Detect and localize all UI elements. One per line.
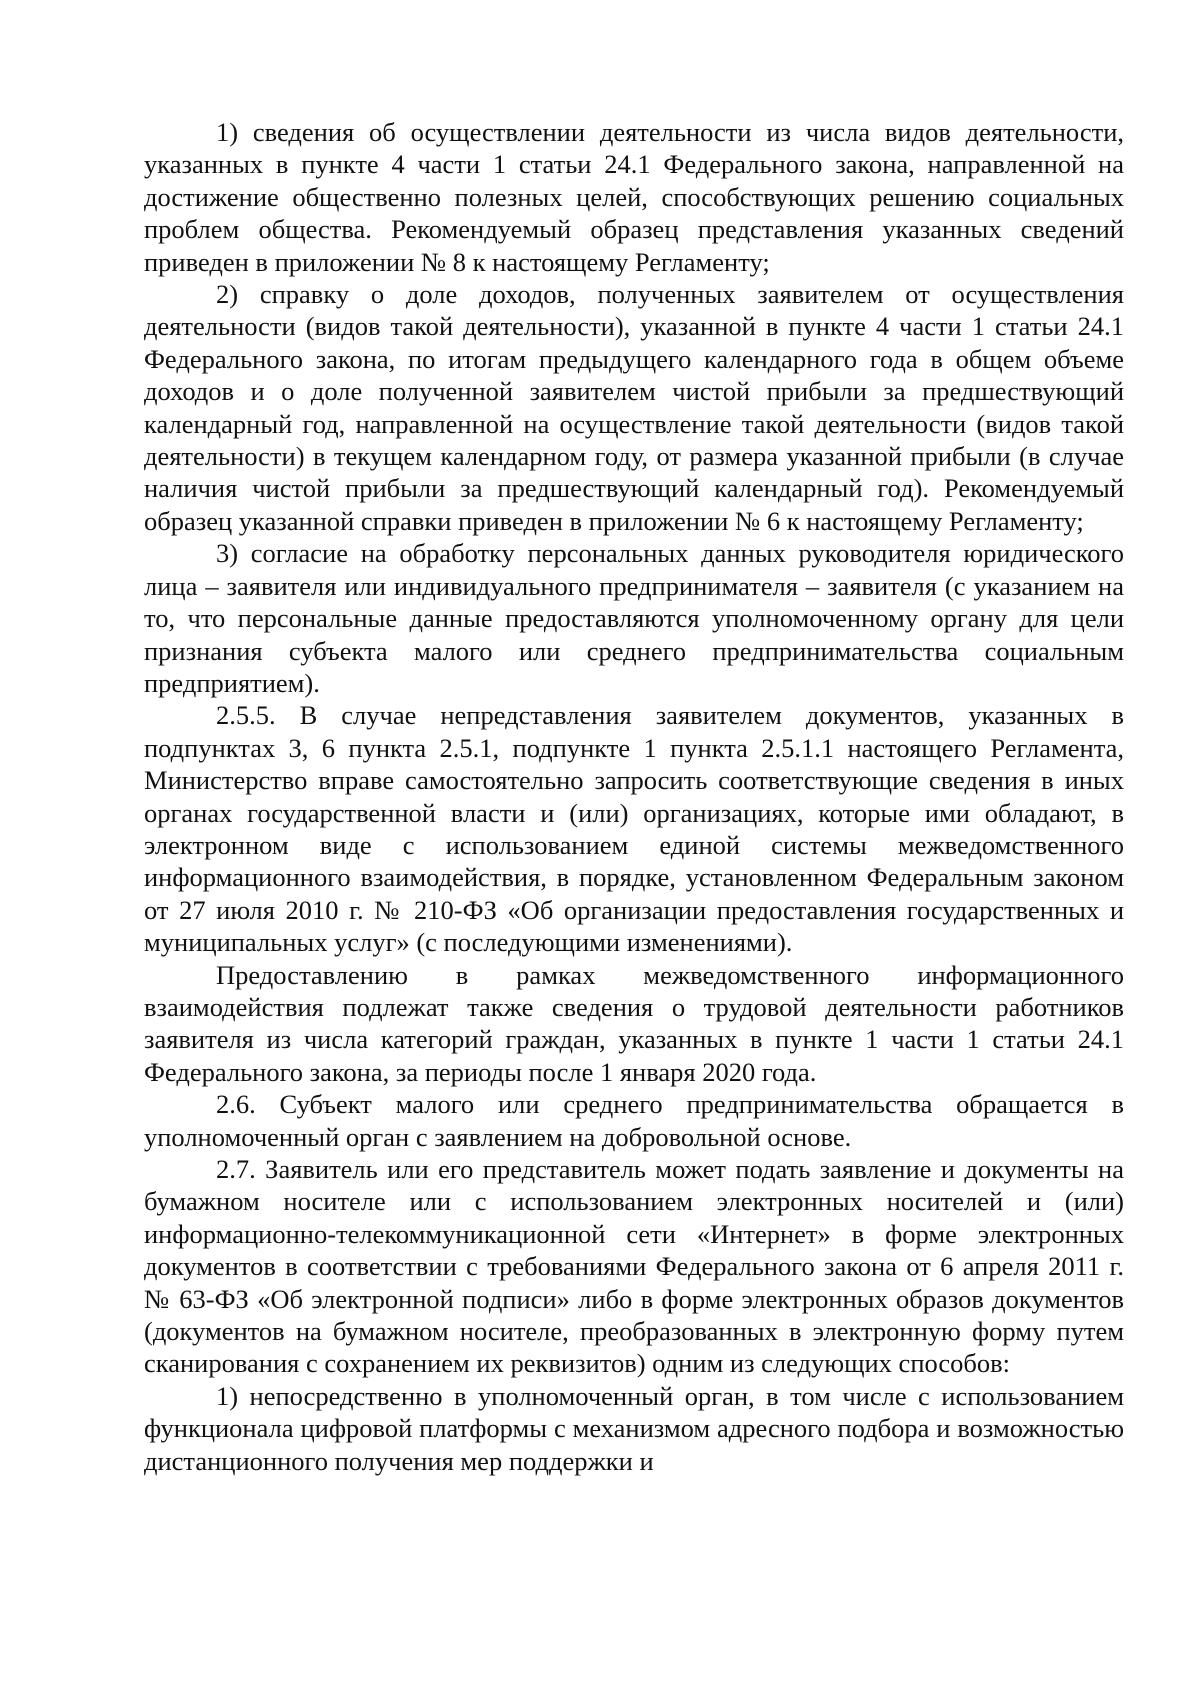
paragraph-item-3-personal-data-consent: 3) согласие на обработку персональных данных руководителя юридического лица – заявителя или индивидуального предпринимателя – заявителя (с указанием на то, что персональные данные предоставляются уполномоченному органу для цели признания субъекта малого или среднего предпринимательства социальным предприятием).	[144, 538, 1124, 698]
paragraph-item-1-activity-info: 1) сведения об осуществлении деятельности из числа видов деятельности, указанных в пункте 4 части 1 статьи 24.1 Федерального закона, направленной на достижение общественно полезных целей, способствующих решению социальных проблем общества. Рекомендуемый образец представления указанных сведений приведен в приложении № 8 к настоящему Регламенту;	[144, 117, 1124, 277]
paragraph-item-2-income-share-certificate: 2) справку о доле доходов, полученных заявителем от осуществления деятельности (видов такой деятельности), указанной в пункте 4 части 1 статьи 24.1 Федерального закона, по итогам предыдущего календарного года в общем объеме доходов и о доле полученной заявителем чистой прибыли за предшествующий календарный год, направленной на осуществление такой деятельности (видов такой деятельности) в текущем календарном году, от размера указанной прибыли (в случае наличия чистой прибыли за предшествующий календарный год). Рекомендуемый образец указанной справки приведен в приложении № 6 к настоящему Регламенту;	[144, 279, 1124, 536]
document-body	[144, 116, 1124, 1477]
paragraph-2-6: 2.6. Субъект малого или среднего предпринимательства обращается в уполномоченный орган с заявлением на добровольной основе.	[144, 1089, 1124, 1152]
paragraph-2-5-5: 2.5.5. В случае непредставления заявителем документов, указанных в подпунктах 3, 6 пункта 2.5.1, подпункте 1 пункта 2.5.1.1 настоящего Регламента, Министерство вправе самостоятельно запросить соответствующие сведения в иных органах государственной власти и (или) организациях, которые ими обладают, в электронном виде с использованием единой системы межведомственного информационного взаимодействия, в порядке, установленном Федеральным законом от 27 июля 2010 г. № 210-ФЗ «Об организации предоставления государственных и муниципальных услуг» (с последующими изменениями).	[144, 700, 1124, 958]
paragraph-interagency-info: Предоставлению в рамках межведомственного информационного взаимодействия подлежат также сведения о трудовой деятельности работников заявителя из числа категорий граждан, указанных в пункте 1 части 1 статьи 24.1 Федерального закона, за периоды после 1 января 2020 года.	[144, 959, 1124, 1087]
paragraph-submission-method-1: 1) непосредственно в уполномоченный орган, в том числе с использованием функционала цифровой платформы с механизмом адресного подбора и возможностью дистанционного получения мер поддержки и	[144, 1380, 1124, 1476]
paragraph-2-7: 2.7. Заявитель или его представитель может подать заявление и документы на бумажном носителе или с использованием электронных носителей и (или) информационно-телекоммуникационной сети «Интернет» в форме электронных документов в соответствии с требованиями Федерального закона от 6 апреля 2011 г. № 63-ФЗ «Об электронной подписи» либо в форме электронных образов документов (документов на бумажном носителе, преобразованных в электронную форму путем сканирования с сохранением их реквизитов) одним из следующих способов:	[144, 1154, 1124, 1379]
